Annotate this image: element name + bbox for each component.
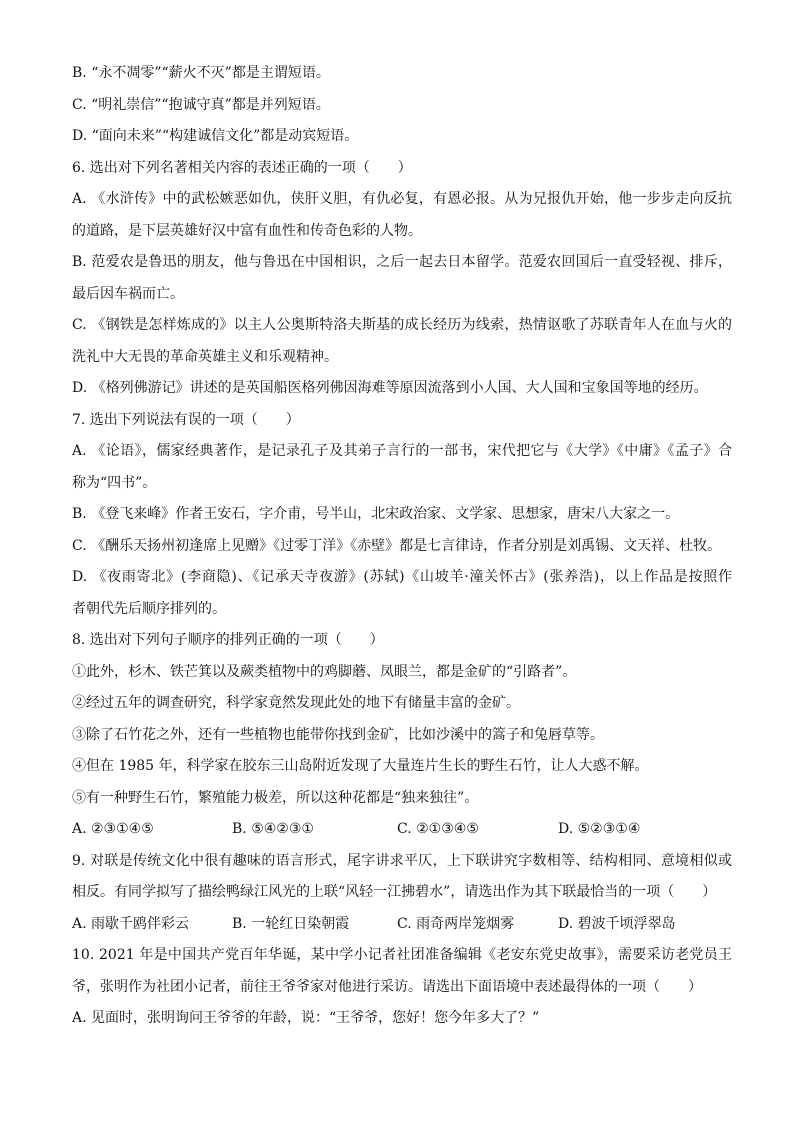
q10-stem: 10. 2021 年是中国共产党百年华诞，某中学小记者社团准备编辑《老安东党史故事》，需要采访老党员王	[72, 947, 732, 963]
q6-option-c: C. 《钢铁是怎样炼成的》以主人公奥斯特洛夫斯基的成长经历为线索，热情讴歌了苏联青年人在血与火的	[72, 317, 732, 333]
q8-sentence-3: ③除了石竹花之外，还有一些植物也能带你找到金矿，比如沙溪中的篙子和兔唇草等。	[72, 726, 604, 743]
q5-option-d: D. “面向未来”“构建诚信文化”都是动宾短语。	[72, 128, 359, 144]
q8-sentence-4: ④但在 1985 年，科学家在胶东三山岛附近发现了大量连片生长的野生石竹，让人大惑不解。	[72, 758, 649, 774]
document-page	[72, 58, 732, 1035]
q9-stem-cont: 相反。有同学拟写了描绘鸭绿江风光的上联“风轻一江拂碧水”，请选出作为其下联最恰当的一项（ ）	[72, 884, 717, 900]
q9-option-b: B. 一轮红日染朝霞	[232, 915, 350, 932]
q7-stem: 7. 选出下列说法有误的一项（ ）	[72, 411, 300, 428]
q8-stem: 8. 选出对下列句子顺序的排列正确的一项（ ）	[72, 632, 384, 648]
q8-option-a: A. ②③①④⑤	[72, 821, 154, 837]
q6-option-a-cont: 的道路，是下层英雄好汉中富有血性和传奇色彩的人物。	[72, 222, 422, 239]
q9-options	[72, 909, 732, 941]
q7-option-a-cont: 称为“四书”。	[72, 474, 157, 491]
q7-option-d: D. 《夜雨寄北》(李商隐)、《记承天寺夜游》(苏轼)《山坡羊·潼关怀古》(张养浩)，以上作品是按照作	[72, 569, 732, 585]
q8-sentence-5: ⑤有一种野生石竹，繁殖能力极差，所以这种花都是“独来独往”。	[72, 789, 479, 806]
q9-option-a: A. 雨歇千鸥伴彩云	[72, 915, 190, 932]
q8-option-c: C. ②①③④⑤	[397, 821, 479, 837]
q8-option-d: D. ⑤②③①④	[558, 821, 641, 837]
q9-stem: 9. 对联是传统文化中很有趣味的语言形式，尾字讲求平仄，上下联讲究字数相等、结构相同、意境相似或	[72, 852, 732, 869]
q9-option-c: C. 雨奇两岸笼烟雾	[397, 915, 515, 932]
q8-options	[72, 814, 732, 846]
q10-stem-cont: 爷，张明作为社团小记者，前往王爷爷家对他进行采访。请选出下面语境中表述最得体的一项（ ）	[72, 978, 702, 995]
q8-option-b: B. ⑤④②③①	[232, 821, 314, 837]
q7-option-b: B. 《登飞来峰》作者王安石，字介甫，号半山，北宋政治家、文学家、思想家，唐宋八大家之一。	[72, 506, 680, 522]
q5-option-b: B. “永不凋零”“薪火不灭”都是主谓短语。	[72, 65, 330, 81]
q8-sentence-2: ②经过五年的调查研究，科学家竟然发现此处的地下有储量丰富的金矿。	[72, 695, 520, 711]
q6-option-b-cont: 最后因车祸而亡。	[72, 285, 184, 302]
q5-option-c: C. “明礼崇信”“抱诚守真”都是并列短语。	[72, 96, 330, 113]
q6-option-b: B. 范爱农是鲁迅的朋友，他与鲁迅在中国相识，之后一起去日本留学。范爱农回国后一直受轻视、排斥，	[72, 254, 732, 270]
q6-option-c-cont: 洗礼中大无畏的革命英雄主义和乐观精神。	[72, 348, 338, 365]
q6-option-d: D. 《格列佛游记》讲述的是英国船医格列佛因海难等原因流落到小人国、大人国和宝象国等地的经历。	[72, 380, 708, 396]
q8-sentence-1: ①此外，杉木、铁芒箕以及蕨类植物中的鸡脚蘑、凤眼兰，都是金矿的“引路者”。	[72, 663, 577, 680]
q10-option-a: A. 见面时，张明询问王爷爷的年龄，说：“王爷爷，您好！您今年多大了？”	[72, 1010, 540, 1026]
q9-option-d: D. 碧波千顷浮翠岛	[558, 915, 676, 932]
q7-option-a: A. 《论语》，儒家经典著作，是记录孔子及其弟子言行的一部书，宋代把它与《大学》《中庸》《孟子》合	[72, 443, 732, 459]
q6-option-a: A. 《水浒传》中的武松嫉恶如仇，侠肝义胆，有仇必复，有恩必报。从为兄报仇开始，他一步步走向反抗	[72, 191, 732, 207]
q7-option-d-cont: 者朝代先后顺序排列的。	[72, 600, 226, 617]
q6-stem: 6. 选出对下列名著相关内容的表述正确的一项（ ）	[72, 159, 412, 176]
q7-option-c: C. 《酬乐天扬州初逢席上见赠》《过零丁洋》《赤壁》都是七言律诗，作者分别是刘禹锡、文天祥、杜牧。	[72, 537, 722, 554]
